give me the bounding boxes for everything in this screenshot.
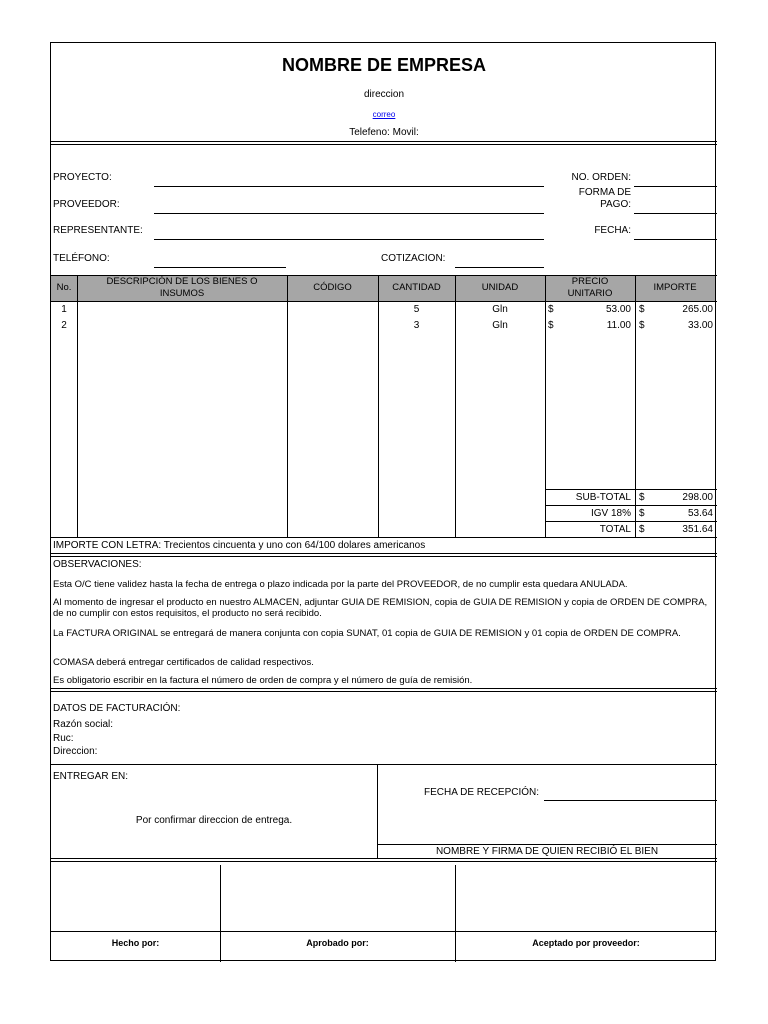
- subtotal-top-line: [545, 489, 717, 490]
- total-value: 351.64: [682, 524, 713, 535]
- col-divider-desc: [287, 275, 288, 537]
- signature-label-line: [51, 931, 717, 932]
- total-currency: $: [639, 524, 645, 535]
- forma-pago-label-2: PAGO:: [600, 199, 631, 210]
- row-no: 1: [61, 304, 67, 315]
- col-desc-header-1: DESCRIPCIÓN DE LOS BIENES O: [106, 276, 258, 287]
- observacion-item: Esta O/C tiene validez hasta la fecha de entrega o plazo indicada por la parte del PROVEEDOR, de no cumplir esta quedara ANULADA.: [53, 579, 628, 590]
- aceptado-por-signature-area[interactable]: [456, 866, 715, 930]
- row-importe: 265.00: [682, 304, 713, 315]
- col-precio-header-2: UNITARIO: [567, 288, 613, 299]
- header-divider: [51, 141, 717, 145]
- purchase-order-sheet: [50, 42, 716, 961]
- col-precio-header-1: PRECIO: [571, 276, 609, 287]
- col-codigo-header: CÓDIGO: [313, 282, 352, 293]
- row-importe-currency: $: [639, 320, 645, 331]
- row-unidad: Gln: [492, 320, 508, 331]
- aceptado-por-label: Aceptado por proveedor:: [532, 938, 640, 948]
- observaciones-title: OBSERVACIONES:: [53, 559, 142, 570]
- razon-social-label: Razón social:: [53, 719, 114, 730]
- row-importe-currency: $: [639, 304, 645, 315]
- aprobado-por-label: Aprobado por:: [306, 938, 369, 948]
- hecho-por-signature-area[interactable]: [51, 866, 220, 930]
- observacion-item: COMASA deberá entregar certificados de calidad respectivos.: [53, 657, 314, 668]
- row-precio: 53.00: [605, 304, 631, 315]
- subtotal-value: 298.00: [682, 492, 713, 503]
- representante-label: REPRESENTANTE:: [53, 225, 143, 236]
- firma-top-line: [377, 844, 717, 845]
- row-precio: 11.00: [606, 320, 631, 331]
- fecha-field[interactable]: [634, 239, 717, 240]
- col-divider-no: [77, 275, 78, 537]
- fecha-recepcion-label: FECHA DE RECEPCIÓN:: [424, 787, 540, 798]
- row-precio-currency: $: [548, 304, 554, 315]
- importe-con-letra: IMPORTE CON LETRA: Trecientos cincuenta y uno con 64/100 dolares americanos: [53, 540, 426, 551]
- proyecto-field[interactable]: [154, 186, 544, 187]
- importe-letra-top-line: [51, 537, 717, 538]
- igv-label: IGV 18%: [590, 508, 631, 519]
- total-top-line: [545, 521, 717, 522]
- col-cantidad-header: CANTIDAD: [392, 282, 441, 293]
- forma-pago-field[interactable]: [634, 213, 717, 214]
- entrega-top-line: [51, 764, 717, 765]
- ruc-label: Ruc:: [53, 733, 74, 744]
- observacion-item: La FACTURA ORIGINAL se entregará de manera conjunta con copia SUNAT, 01 copia de GUIA DE REMISION y 01 copia de ORDEN DE COMPRA.: [53, 628, 681, 639]
- row-cantidad: 3: [413, 320, 420, 331]
- entregar-en-label: ENTREGAR EN:: [53, 771, 129, 782]
- company-name: NOMBRE DE EMPRESA: [281, 55, 487, 75]
- observacion-item: Es obligatorio escribir en la factura el número de orden de compra y el número de guía de remisión.: [53, 675, 473, 686]
- row-importe: 33.00: [687, 320, 713, 331]
- proveedor-field[interactable]: [154, 213, 544, 214]
- col-desc-header-2: INSUMOS: [159, 288, 205, 299]
- igv-currency: $: [639, 508, 645, 519]
- proyecto-label: PROYECTO:: [53, 172, 112, 183]
- cotizacion-label: COTIZACION:: [381, 253, 446, 264]
- observacion-item: Al momento de ingresar el producto en nuestro ALMACEN, adjuntar GUIA DE REMISION, copia de GUIA DE REMISION y copia de ORDEN DE COMPRA, de no cumplir con estos requisitos, el producto no será recibido.: [53, 597, 708, 619]
- forma-pago-label-1: FORMA DE: [578, 187, 631, 198]
- telefono-label: TELÉFONO:: [53, 253, 110, 264]
- signatures-divider: [51, 858, 717, 862]
- subtotal-currency: $: [639, 492, 645, 503]
- direccion-facturacion-label: Direccion:: [53, 746, 98, 757]
- telefono-field[interactable]: [154, 267, 286, 268]
- firma-label: NOMBRE Y FIRMA DE QUIEN RECIBIÓ EL BIEN: [435, 846, 659, 857]
- company-phone: Telefeno: Movil:: [349, 127, 419, 138]
- aprobado-por-signature-area[interactable]: [221, 866, 455, 930]
- no-orden-field[interactable]: [634, 186, 717, 187]
- observaciones-divider: [51, 553, 717, 557]
- representante-field[interactable]: [154, 239, 544, 240]
- company-address: direccion: [363, 89, 405, 100]
- igv-top-line: [545, 505, 717, 506]
- col-importe-header: IMPORTE: [653, 282, 697, 293]
- row-precio-currency: $: [548, 320, 554, 331]
- fecha-recepcion-field[interactable]: [544, 800, 717, 801]
- subtotal-label: SUB-TOTAL: [575, 492, 631, 503]
- proveedor-label: PROVEEDOR:: [53, 199, 120, 210]
- table-header-bottom-line: [51, 301, 717, 302]
- no-orden-label: NO. ORDEN:: [571, 172, 631, 183]
- row-no: 2: [61, 320, 67, 331]
- col-no-header: No.: [56, 282, 72, 293]
- igv-value: 53.64: [687, 508, 713, 519]
- fecha-label: FECHA:: [594, 225, 631, 236]
- col-unidad-header: UNIDAD: [481, 282, 519, 293]
- hecho-por-label: Hecho por:: [111, 938, 160, 948]
- col-divider-precio: [635, 275, 636, 537]
- cotizacion-field[interactable]: [455, 267, 544, 268]
- entrega-address: Por confirmar direccion de entrega.: [135, 815, 293, 826]
- company-email-link[interactable]: correo: [372, 110, 396, 119]
- row-unidad: Gln: [492, 304, 508, 315]
- total-label: TOTAL: [599, 524, 631, 535]
- facturacion-divider: [51, 688, 717, 692]
- row-cantidad: 5: [413, 304, 420, 315]
- facturacion-title: DATOS DE FACTURACIÓN:: [53, 703, 181, 714]
